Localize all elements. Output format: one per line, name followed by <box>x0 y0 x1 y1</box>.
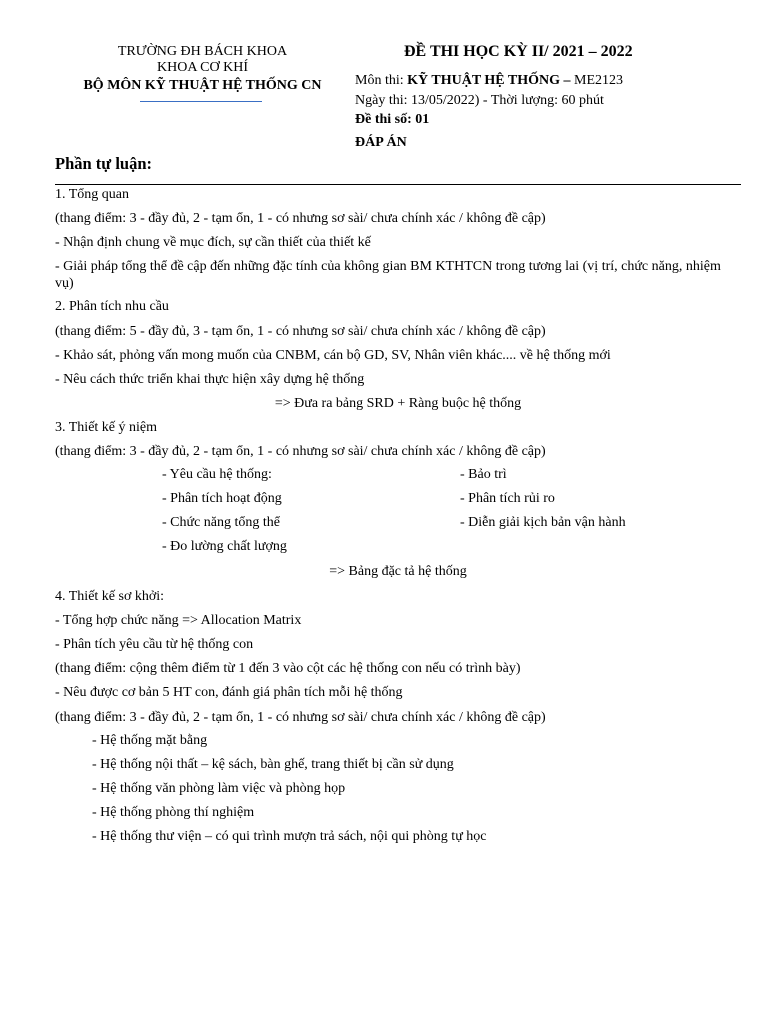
section-divider <box>55 184 741 185</box>
part-3-left-item: - Đo lường chất lượng <box>162 539 287 554</box>
subsystem-item: - Hệ thống nội thất – kệ sách, bàn ghế, trang thiết bị cần sử dụng <box>92 757 454 772</box>
part-4-item-1: - Tổng hợp chức năng => Allocation Matrix <box>55 613 302 628</box>
part-4-title: 4. Thiết kế sơ khởi: <box>55 589 165 604</box>
part-2-scale: (thang điểm: 5 - đầy đủ, 3 - tạm ổn, 1 - có nhưng sơ sài/ chưa chính xác / không đề cập) <box>55 324 546 339</box>
part-2-item-2: - Nêu cách thức triển khai thực hiện xây dựng hệ thống <box>55 372 365 387</box>
subject-name: KỸ THUẬT HỆ THỐNG – <box>407 73 574 88</box>
department-underline <box>140 101 262 102</box>
part-3-right-item: - Diễn giải kịch bản vận hành <box>460 515 626 530</box>
part-3-right-item: - Phân tích rủi ro <box>460 491 555 506</box>
subsystem-item: - Hệ thống phòng thí nghiệm <box>92 805 255 820</box>
exam-number: Đề thi số: 01 <box>355 112 430 127</box>
part-1-item-2: - Giải pháp tổng thể đề cập đến những đặc tính của không gian BM KTHTCN trong tương lai (vị trí, chức năng, nhiệm vụ) <box>55 259 721 291</box>
subsystem-item: - Hệ thống văn phòng làm việc và phòng họp <box>92 781 346 796</box>
part-1-title: 1. Tổng quan <box>55 187 130 202</box>
part-3-scale: (thang điểm: 3 - đầy đủ, 2 - tạm ổn, 1 - có nhưng sơ sài/ chưa chính xác / không đề cập) <box>55 444 546 459</box>
part-4-scale-1: (thang điểm: cộng thêm điểm từ 1 đến 3 vào cột các hệ thống con nếu có trình bày) <box>55 661 521 676</box>
subject-code: ME2123 <box>574 73 623 88</box>
part-1-scale: (thang điểm: 3 - đầy đủ, 2 - tạm ổn, 1 - có nhưng sơ sài/ chưa chính xác / không đề cập) <box>55 211 546 226</box>
exam-date-line: Ngày thi: 13/05/2022) - Thời lượng: 60 phút <box>355 93 604 108</box>
part-3-result: => Bảng đặc tả hệ thống <box>329 564 467 579</box>
school-name: TRƯỜNG ĐH BÁCH KHOA <box>117 44 288 59</box>
part-1-item-1: - Nhận định chung về mục đích, sự cần thiết của thiết kế <box>55 235 371 250</box>
answer-label: ĐÁP ÁN <box>355 135 407 150</box>
exam-title: ĐỀ THI HỌC KỲ II/ 2021 – 2022 <box>404 43 633 60</box>
part-3-left-item: - Phân tích hoạt động <box>162 491 282 506</box>
part-3-right-item: - Bảo trì <box>460 467 507 482</box>
part-4-item-3: - Nêu được cơ bản 5 HT con, đánh giá phân tích mỗi hệ thống <box>55 685 403 700</box>
subject-line <box>355 72 623 90</box>
subsystem-item: - Hệ thống mặt bằng <box>92 733 208 748</box>
section-title: Phần tự luận: <box>55 154 153 173</box>
part-3-title: 3. Thiết kế ý niệm <box>55 420 157 435</box>
part-2-item-1: - Khảo sát, phỏng vấn mong muốn của CNBM, cán bộ GD, SV, Nhân viên khác.... về hệ thống mới <box>55 348 611 363</box>
faculty-name: KHOA CƠ KHÍ <box>157 60 248 75</box>
subject-label: Môn thi: <box>355 73 408 88</box>
part-3-left-item: - Chức năng tổng thể <box>162 515 281 530</box>
part-4-scale-2: (thang điểm: 3 - đầy đủ, 2 - tạm ổn, 1 - có nhưng sơ sài/ chưa chính xác / không đề cập) <box>55 710 546 725</box>
institution-block <box>60 44 345 96</box>
part-3-left-item: - Yêu cầu hệ thống: <box>162 467 272 482</box>
subsystem-item: - Hệ thống thư viện – có qui trình mượn trả sách, nội qui phòng tự học <box>92 829 487 844</box>
department-name: BỘ MÔN KỸ THUẬT HỆ THỐNG CN <box>83 78 322 93</box>
part-4-item-2: - Phân tích yêu cầu từ hệ thống con <box>55 637 254 652</box>
part-2-result: => Đưa ra bảng SRD + Ràng buộc hệ thống <box>274 396 522 411</box>
part-2-title: 2. Phân tích nhu cầu <box>55 299 169 314</box>
